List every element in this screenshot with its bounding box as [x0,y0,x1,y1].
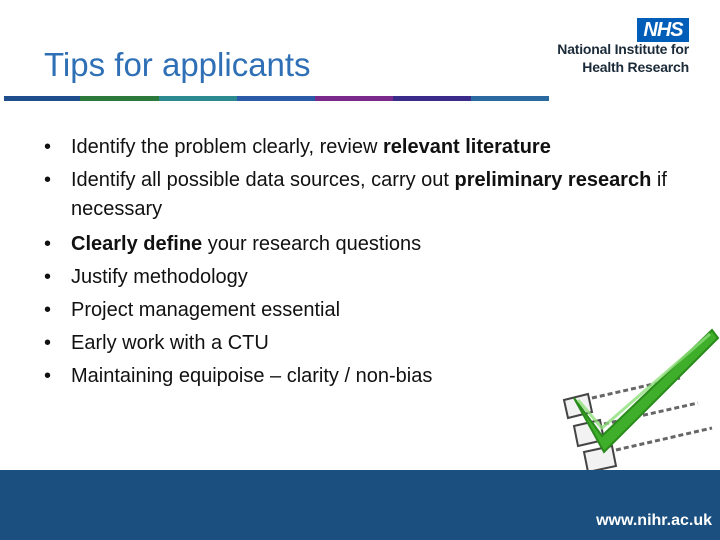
bullet-text: Maintaining equipoise – clarity / non-bias [71,365,433,387]
stripe-segment [159,96,237,101]
footer-url: www.nihr.ac.uk [596,512,712,529]
stripe-segment [471,96,549,101]
bullet-dot: • [44,332,52,354]
bullet-dot: • [44,365,52,387]
nhs-logo-badge: NHS [637,18,689,42]
bullet-item [44,131,704,164]
bullet-item [44,166,704,224]
bullet-dot: • [44,266,52,288]
stripe-segment [4,96,80,101]
bullet-dot: • [44,136,52,158]
nihr-logo [536,18,691,78]
bullet-bold-text: relevant literature [382,136,551,158]
bullet-text: Early work with a CTU [71,332,269,354]
bullet-dot: • [44,299,52,321]
bullet-text: Identify all possible data sources, carry out [71,169,455,191]
stripe-segment [237,96,315,101]
bullet-bold-text: preliminary research [454,169,652,191]
stripe-segment [80,96,159,101]
bullet-dot: • [44,233,52,255]
stripe-segment [393,96,471,101]
bullet-text: Justify methodology [71,266,248,288]
bullet-text: Identify the problem clearly, review [71,136,383,158]
bullet-item [44,261,704,294]
bullet-text: if necessary [71,169,667,220]
bullet-bold-text: Clearly define [71,233,203,255]
slide-title: Tips for applicants [44,46,311,83]
bullet-item [44,294,704,327]
logo-text-line1: National Institute for [557,41,689,57]
bullet-text: your research questions [202,233,422,255]
logo-text-line2: Health Research [582,59,689,75]
bullet-item [44,228,704,261]
footer-bar [0,470,720,540]
bullet-dot: • [44,169,52,191]
stripe-segment [315,96,393,101]
bullet-text: Project management essential [71,299,341,321]
checklist-checkmark-icon [530,328,720,473]
header-color-stripe [4,96,549,101]
